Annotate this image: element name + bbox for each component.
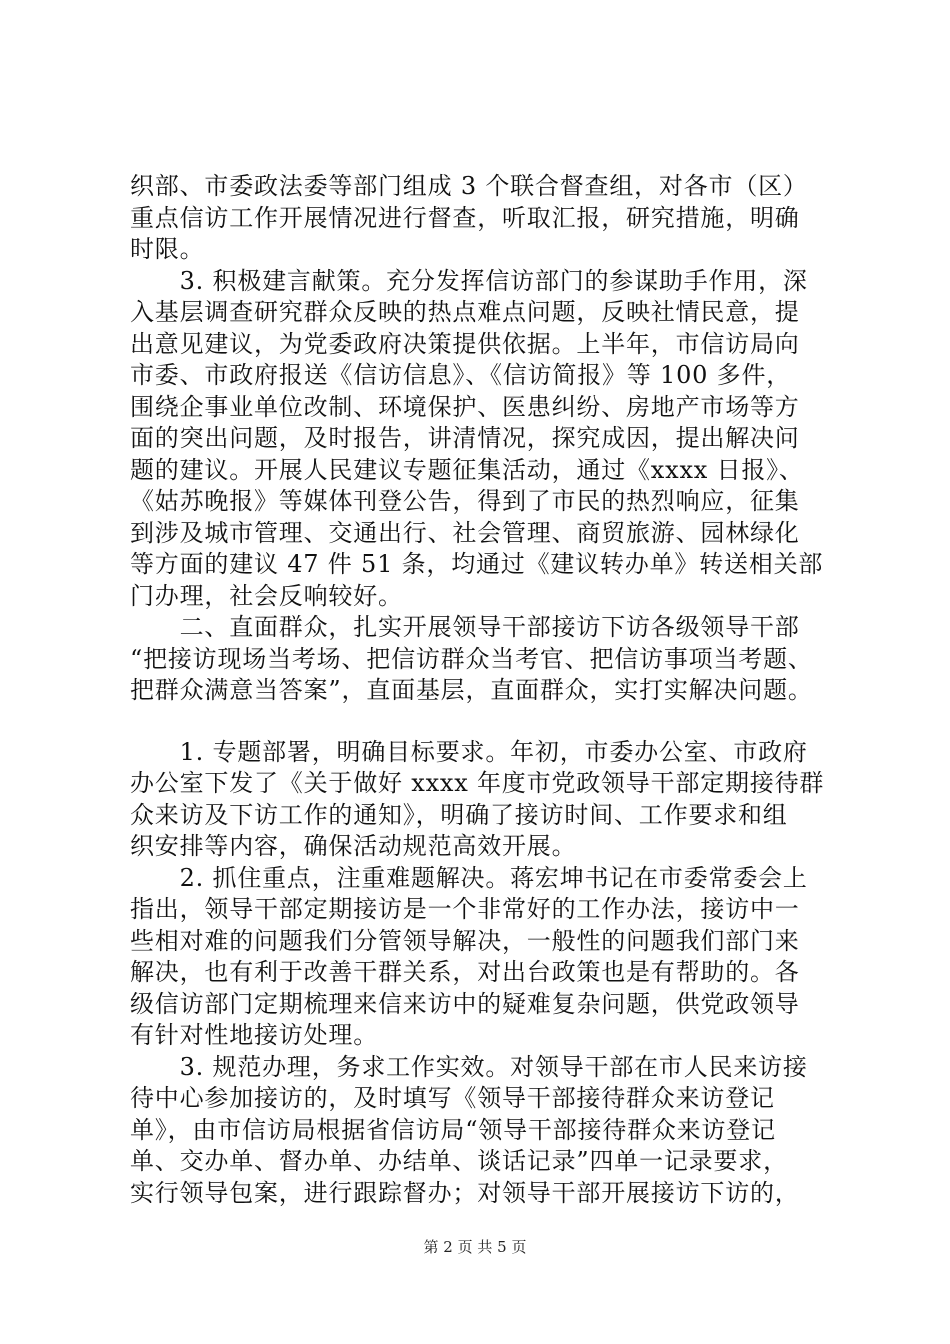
body-section-2 xyxy=(130,737,835,1210)
text-line: 二、直面群众，扎实开展领导干部接访下访各级领导干部 xyxy=(130,613,800,641)
text-line: 众来访及下访工作的通知》，明确了接访时间、工作要求和组 xyxy=(130,800,788,829)
text-line: 单》，由市信访局根据省信访局“领导干部接待群众来访登记 xyxy=(130,1115,776,1144)
text-line: 织部、市委政法委等部门组成 3 个联合督查组，对各市（区） xyxy=(130,172,808,200)
text-line: 办公室下发了《关于做好 xxxx 年度市党政领导干部定期接待群 xyxy=(130,769,825,797)
text-line: 待中心参加接访的，及时填写《领导干部接待群众来访登记 xyxy=(130,1084,775,1112)
text-line: 解决，也有利于改善干群关系，对出台政策也是有帮助的。各 xyxy=(130,958,800,986)
text-line: 题的建议。开展人民建议专题征集活动，通过《xxxx 日报》、 xyxy=(130,455,804,484)
body-section-1 xyxy=(130,171,835,707)
text-line: 到涉及城市管理、交通出行、社会管理、商贸旅游、园林绿化 xyxy=(130,518,800,547)
text-line: 重点信访工作开展情况进行督查，听取汇报，研究措施，明确 xyxy=(130,203,800,232)
text-line: “把接访现场当考场、把信访群众当考官、把信访事项当考题、 xyxy=(130,644,813,673)
text-line: 单、交办单、督办单、办结单、谈话记录”四单一记录要求， xyxy=(130,1147,788,1175)
text-line: 级信访部门定期梳理来信来访中的疑难复杂问题，供党政领导 xyxy=(130,989,800,1018)
text-line: 3. 积极建言献策。充分发挥信访部门的参谋助手作用，深 xyxy=(130,266,808,295)
text-line: 实行领导包案，进行跟踪督办；对领导干部开展接访下访的， xyxy=(130,1178,800,1207)
text-line: 围绕企事业单位改制、环境保护、医患纠纷、房地产市场等方 xyxy=(130,392,800,421)
text-line: 市委、市政府报送《信访信息》、《信访简报》等 100 多件， xyxy=(130,361,792,389)
text-line: 织安排等内容，确保活动规范高效开展。 xyxy=(130,832,577,860)
text-line: 面的突出问题，及时报告，讲清情况，探究成因，提出解决问 xyxy=(130,424,800,452)
text-line: 出意见建议，为党委政府决策提供依据。上半年，市信访局向 xyxy=(130,329,800,358)
text-line: 门办理，社会反响较好。 xyxy=(130,581,403,610)
text-line: 1. 专题部署，明确目标要求。年初，市委办公室、市政府 xyxy=(130,737,808,766)
text-line: 《姑苏晚报》等媒体刊登公告，得到了市民的热烈响应，征集 xyxy=(130,487,800,515)
text-line: 3. 规范办理，务求工作实效。对领导干部在市人民来访接 xyxy=(130,1052,808,1081)
document-body xyxy=(130,171,835,1209)
text-line: 时限。 xyxy=(130,235,205,263)
text-line: 些相对难的问题我们分管领导解决，一般性的问题我们部门来 xyxy=(130,926,800,955)
paragraph-gap xyxy=(130,707,835,737)
text-line: 把群众满意当答案”，直面基层，直面群众，实打实解决问题。 xyxy=(130,676,813,704)
text-line: 有针对性地接访处理。 xyxy=(130,1021,378,1049)
text-line: 2. 抓住重点，注重难题解决。蒋宏坤书记在市委常委会上 xyxy=(130,863,808,892)
text-line: 等方面的建议 47 件 51 条，均通过《建议转办单》转送相关部 xyxy=(130,550,824,578)
page-footer: 第 2 页 共 5 页 xyxy=(423,1238,527,1256)
text-line: 指出，领导干部定期接访是一个非常好的工作办法，接访中一 xyxy=(130,895,800,923)
text-line: 入基层调查研究群众反映的热点难点问题，反映社情民意，提 xyxy=(130,298,800,326)
